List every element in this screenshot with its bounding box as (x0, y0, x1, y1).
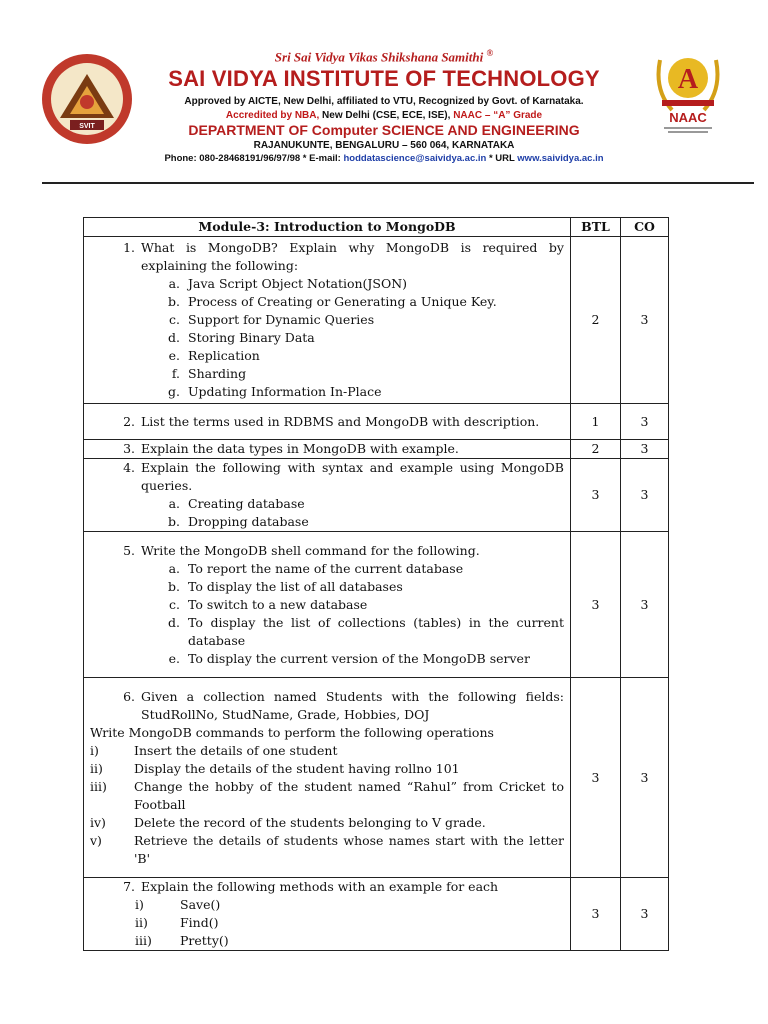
list-item: c. Support for Dynamic Queries (169, 312, 375, 327)
table-header-row (84, 218, 669, 237)
table-row (84, 678, 669, 878)
list-item: a. To report the name of the current database (168, 560, 464, 576)
table-row (84, 404, 669, 440)
accreditation-line: Accredited by NBA, New Delhi (CSE, ECE, ISE), NAAC – “A” Grade (225, 110, 543, 121)
question-4: 4. Explain the following with syntax and example using MongoDB queries. a. Creating database b. Dropping database (84, 459, 571, 532)
question-table (83, 217, 669, 951)
table-row (84, 440, 669, 459)
department-name: DEPARTMENT OF Computer SCIENCE AND ENGINEERING (188, 122, 580, 138)
list-item: ii) Display the details of the student having rollno 101 (90, 760, 460, 776)
list-item: v) Retrieve the details of students whose names start with the letter 'B' (90, 832, 564, 866)
list-item: i) Save() (135, 897, 221, 912)
list-item: a. Creating database (168, 496, 305, 511)
samithi-name: Sri Sai Vidya Vikas Shikshana Samithi ® (274, 48, 494, 65)
list-item: d. Storing Binary Data (168, 330, 315, 345)
co-value: 3 (621, 237, 669, 404)
co-value: 3 (621, 459, 669, 532)
list-item: ii) Find() (135, 915, 219, 930)
btl-value: 2 (571, 440, 621, 459)
list-item: f. Sharding (171, 366, 247, 381)
co-value: 3 (621, 678, 669, 878)
btl-value: 1 (571, 404, 621, 440)
list-item: iii) Change the hobby of the student named “Rahul” from Cricket to Football (90, 778, 564, 812)
list-item: i) Insert the details of one student (90, 742, 338, 758)
address-line: RAJANUKUNTE, BENGALURU – 560 064, KARNATAKA (253, 140, 515, 151)
list-item: a. Java Script Object Notation(JSON) (168, 276, 408, 291)
contact-line: Phone: 080-28468191/96/97/98 * E-mail: hoddatascience@saividya.ac.in * URL www.saividya.ac.in (164, 153, 604, 164)
list-item: d. To display the list of collections (tables) in the current database (168, 614, 564, 648)
list-item: iii) Pretty() (135, 933, 229, 948)
btl-value: 2 (571, 237, 621, 404)
table-row (84, 459, 669, 532)
btl-value: 3 (571, 878, 621, 951)
question-1: 1. What is MongoDB? Explain why MongoDB is required by explaining the following: a. Java Script Object Notation(JSON) b. Process of Creating or Generating a Unique Key. c. Support for Dynamic Queries d. Storing Binary Data e. Replication f. Sharding g. Updating Information In-Place (84, 237, 571, 404)
list-item: e. Replication (168, 348, 260, 363)
table-row (84, 237, 669, 404)
letterhead (0, 0, 768, 180)
question-2: 2. List the terms used in RDBMS and MongoDB with description. (84, 404, 571, 440)
list-item: b. Dropping database (168, 514, 309, 529)
question-3: 3. Explain the data types in MongoDB with example. (84, 440, 571, 459)
question-7: 7. Explain the following methods with an example for each i) Save() ii) Find() iii) Pretty() (84, 878, 571, 951)
institute-name: SAI VIDYA INSTITUTE OF TECHNOLOGY (168, 66, 600, 91)
list-item: b. To display the list of all databases (168, 578, 403, 594)
email-link[interactable]: hoddatascience@saividya.ac.in (343, 153, 487, 164)
list-item: iv) Delete the record of the students belonging to V grade. (90, 814, 486, 830)
table-row (84, 878, 669, 951)
header-divider (42, 182, 754, 184)
list-item: b. Process of Creating or Generating a Unique Key. (168, 294, 497, 309)
question-6-instruction: Write MongoDB commands to perform the following operations (90, 724, 494, 740)
co-value: 3 (621, 404, 669, 440)
approval-line: Approved by AICTE, New Delhi, affiliated to VTU, Recognized by Govt. of Karnataka. (184, 96, 584, 107)
table-row (84, 532, 669, 678)
co-value: 3 (621, 532, 669, 678)
naac-logo-icon (652, 50, 724, 136)
list-item: g. Updating Information In-Place (168, 384, 382, 399)
btl-value: 3 (571, 459, 621, 532)
list-item: c. To switch to a new database (169, 596, 368, 612)
question-5: 5. Write the MongoDB shell command for the following. a. To report the name of the current database b. To display the list of all databases c. To switch to a new database d. To display the list of collections (tables) in the current database e. To display the current version of the MongoDB server (84, 532, 571, 678)
list-item: e. To display the current version of the MongoDB server (168, 650, 530, 666)
btl-value: 3 (571, 678, 621, 878)
btl-header: BTL (571, 218, 621, 237)
co-value: 3 (621, 440, 669, 459)
svg-text:A: A (677, 64, 699, 95)
svg-text:NAAC: NAAC (669, 110, 707, 125)
website-link[interactable]: www.saividya.ac.in (517, 153, 604, 164)
co-value: 3 (621, 878, 669, 951)
question-6: 6. Given a collection named Students with the following fields: StudRollNo, StudName, Grade, Hobbies, DOJ Write MongoDB commands to perform the following operations i) Insert the details of one student ii) Display the details of the student having rollno 101 iii) Change the hobby of the student named “Rahul” from Cricket to Football iv) Delete the record of the students belonging to V grade. v) Retrieve the details of students whose names start with the letter 'B' (84, 678, 571, 878)
module-title: Module-3: Introduction to MongoDB (84, 218, 571, 237)
svg-text:SVIT: SVIT (79, 123, 95, 130)
co-header: CO (621, 218, 669, 237)
btl-value: 3 (571, 532, 621, 678)
